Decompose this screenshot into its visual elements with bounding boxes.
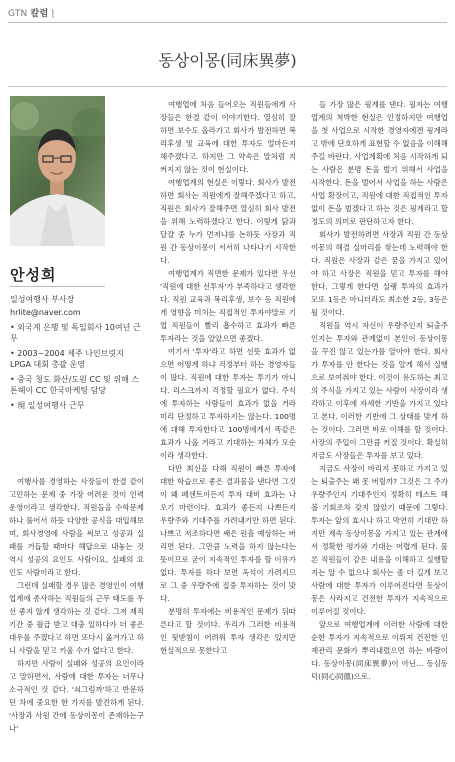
author-photo [10, 96, 105, 246]
paragraph: 여행업계가 직면한 문제가 있다면 우선 '직원에 대한 선투자'가 부족하다고 생각한다. 직원 교육과 복리후생, 보수 등 직원에게 영향을 미치는 직접적인 투자야말로 기업 직원들이 빨리 흡수하고 효과가 빠른 투자라는 것을 알았으면 좋겠다. [160, 269, 296, 343]
article-column-middle [160, 98, 296, 657]
career-item: • 2003~2004 제주 나인브릿지 LPGA 대회 총괄 운영 [10, 349, 124, 369]
section-header [8, 6, 55, 19]
career-item: • 중국 청도 화산/도원 CC 및 위해 스톤헤이 CC 한국마케팅 담당 [10, 375, 140, 395]
paragraph: 그런데 실패할 경우 많은 경영인이 여행업계에 종사하는 직원들의 근무 태도를 우선 좋지 않게 생각하는 것 같다. 그저 재직 기간 중 월급 받고 대충 일하다가 더 좋은 대우를 주겠다고 하면 또다시 옮겨가고 하니 사람을 믿고 키울 수가 없다고 한다. [9, 581, 144, 655]
section-label: 칼럼 [30, 9, 49, 19]
paragraph: 직원들 역시 자신이 우량주인지 퇴출주인지는 투자와 관계없이 본인이 동상이몽을 꾸진 않고 있는가를 알아야 한다. 회사가 투자를 안 한다는 것을 알게 해서 실행으로 보여줘야 한다. 이것이 유도하는 최고의 주식을 가지고 있는 사람이 사장이라 생각하고 이후에 자세한 기반을 가지고 있다고 본다. 이러한 기반에 그 상태를 맞게 하는 것이다. 그러면 바로 이해를 할 것이다. 사장의 주입이 그만큼 커질 것이다. 확실히 지금도 사장들은 투자를 보고 있다. [311, 321, 448, 460]
author-name: 안성희 [10, 266, 57, 284]
paragraph: 하지만 사람이 실패와 성공의 요인이라고 말하면서, 사람에 대한 투자는 너무나 소극적인 것 같다. '쇠그럼까'하고 반문하던 차에 중요한 한 가지를 발견하게 된다. '사장과 사원 간에 동상이몽이 존재하는구나' [9, 659, 144, 733]
paragraph: 앞으로 여행업계에 이러한 사람에 대한 순한 투자가 지속적으로 이뤄져 건전한 인재관리 문화가 뿌리내렸으면 하는 바람이다. 동상이몽(同床異夢)이 아닌… 동심동덕(同心同德)으로. [311, 620, 448, 681]
career-item: • 現 일성여행사 근무 [10, 401, 85, 410]
brand-label: GTN [8, 9, 28, 19]
paragraph: 다만 최선을 다해 직원이 빠른 투자에 대한 학습으로 좋은 결과물을 낸다면 그것이 왜 페센트이든지 투자 대비 효과는 나오기 마련이다. 효과가 좋든지 나쁘든지 우량주와 기대주를 가려내기만 하면 된다. 나쁘고 저조하다면 쌔은 원흘 예상하는 버리면 된다. 그만큼 노력을 하지 않는다는 뜻이므로 굳이 지속적인 투자를 할 이유가 없다. 투자를 하다 보면 옥석이 가려지므로 그 중 우량주에 집중 투자하는 것이 맞다. [160, 464, 296, 603]
author-role: 일성여행사 부사장 [10, 295, 75, 304]
portrait-image [10, 96, 105, 246]
paragraph: 여행업계의 현실은 이렇다. 회사가 발전하면 회사는 직원에게 잘해주겠다고 하고, 직원은 회사가 잘해주면 열심히 회사 발전을 위해 노력하겠다고 한다. 이렇게 닭과 달걀 중 누가 먼저냐를 논하듯 사장과 직원 간 동상이몽이 서서히 나타나기 시작한다. [160, 178, 296, 265]
career-item: • 외국계 은행 및 독일회사 10여년 근무 [10, 323, 141, 343]
author-email[interactable]: hrlite@naver.com [10, 308, 81, 317]
paragraph: 지금도 사장이 바리지 못하고 가지고 있는 퇴출주는 왜 못 버릴까? 그것은 그 주가 우량주인지 기대주인지 정확히 테스트 해볼 기회조차 갖지 않았기 때문에 그렇다. 투자는 앞의 효시나 하고 막연히 기대만 하지만 계속 동상이몽을 가지고 있는 관계에서 정확한 평가와 기대는 어렵게 된다. 물론 직원들이 같은 내용을 이해하고 실행할지는 알 수 없으나 회사는 좀 더 길게 보고 사람에 대한 투자가 이루어진다면 동상이몽은 사라지고 건전한 투자가 지속적으로 이루어질 것이다. [311, 464, 448, 616]
header-divider: | [51, 9, 55, 19]
paragraph: 분명히 투자에는 비용적인 문제가 뒤따른다고 할 것이다. 우리가 그러한 비용적인 뒷받침이 어려워 투자 생각은 있지만 현실적으로 못한다고 [160, 607, 296, 655]
article-column-left [9, 475, 144, 735]
author-career-list [10, 322, 145, 415]
paragraph: 여기서 '투자'라고 하면 선뜻 효과가 없으면 어떻게 하냐 걱정부터 하는 경영자들이 많다. 직원에 대한 투자는 투기가 아니다. 리스크까지 걱정할 필요가 없다. 주식에 투자하는 사람들이 효과가 없을 거라 미리 단정하고 투자하지는 않는다. 100명에 대해 투자한다고 100명에게서 똑같은 효과가 나올 거라고 기대하는 자체가 모순이라 생각한다. [160, 347, 296, 460]
paragraph: 여행업에 처음 들어오는 직원들에게 사장들은 한결 같이 이야기한다. 열심히 잘하면 보수도 올라가고 회사가 발전하면 복리후생 및 교육에 대한 투자도 얼마든지 해주겠다고. 하지만 그 약속은 말처럼 지켜지지 않는 것이 현실이다. [160, 100, 296, 174]
article-column-right [311, 98, 448, 683]
title-rule [8, 86, 447, 87]
paragraph: 여행사를 경영하는 사장들이 한결 같이 고민하는 문제 중 가장 어려운 것이 인력 운영이라고 생각한다. 직원들을 수학문제 하나 풀어서 하듯 다양한 공식을 대입해보며, 회사경영에 사람을 써보고 성공과 실패를 거듭할 때마다 해답으로 내놓는 것 역시 성공의 요인도 사람이요, 실패의 요인도 사람이라고 한다. [9, 477, 144, 577]
article-title: 동상이몽(同床異夢) [158, 51, 297, 70]
author-rule [10, 286, 105, 287]
paragraph: 회사가 발전하려면 사장과 직원 간 동상이몽의 해결 실마리를 찾는데 노력해야 한다. 직원은 사장과 같은 꿈을 가지고 있어야 하고 사장은 직원을 믿고 투자를 해야 한다. 그렇게 한다면 실랭 투자의 효과가 모또 1등은 아니더라도 최소한 2등, 3등은 될 것이다. [311, 230, 448, 317]
top-rule [8, 22, 447, 23]
paragraph: 들 가장 많은 핑계를 댄다. 필자는 여행업계의 척박한 현실은 인정하지만 여행업을 첫 사업으로 시작한 경영자에겐 핑계라고 밖에 단호하게 표현할 수 없음을 이해해 주길 바란다. 사업계획에 처음 시작하게 되는 사람은 분명 돈을 벌기 위해서 사업을 시작한다. 돈을 벌어서 사업을 하는 사람은 사업 확장이고, 직원에 대한 직접적인 투자 없이 돈을 벌겠다고 하는 것은 핑계라고 할 정도의 의미로 판단하고자 한다. [311, 100, 448, 226]
